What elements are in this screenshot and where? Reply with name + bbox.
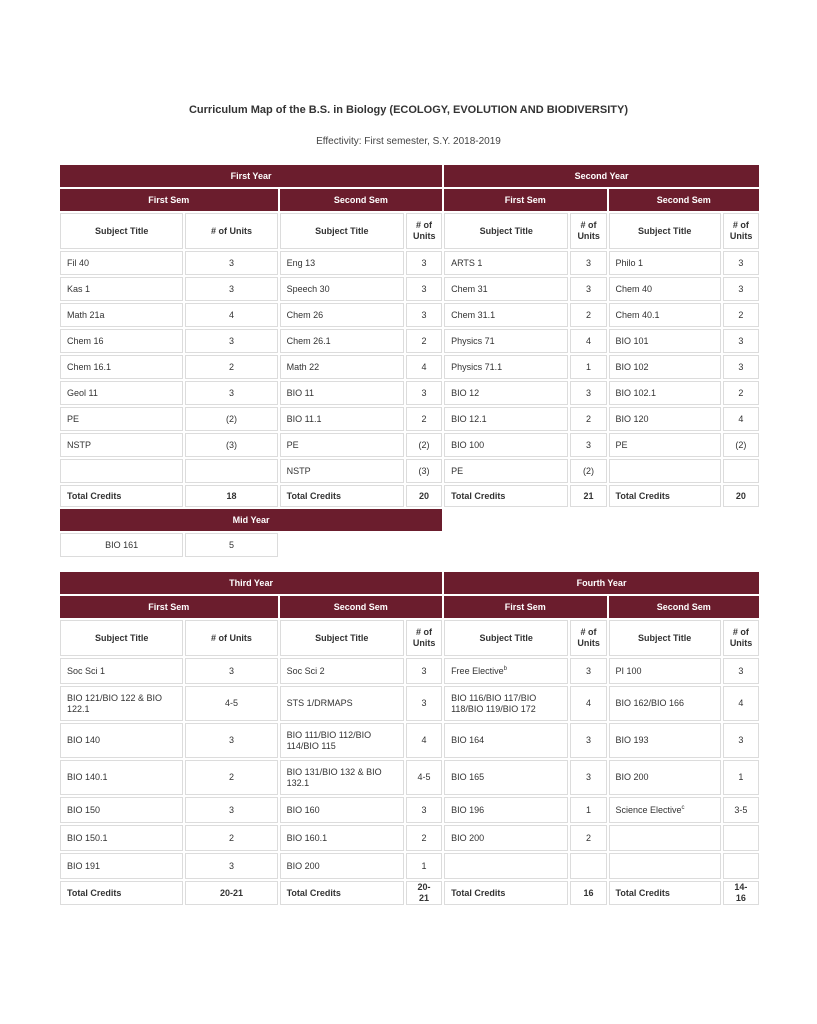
units-cell: 4: [406, 355, 442, 379]
subject-cell: BIO 150.1: [60, 825, 183, 851]
column-header-subject: Subject Title: [60, 213, 183, 249]
subject-cell: Fil 40: [60, 251, 183, 275]
subject-cell: BIO 162/BIO 166: [609, 686, 721, 721]
units-cell: 3: [723, 251, 759, 275]
table-row: [60, 165, 759, 187]
subject-cell: BIO 150: [60, 797, 183, 823]
units-cell: 3: [185, 381, 277, 405]
column-header-subject: Subject Title: [280, 213, 404, 249]
table-row: [60, 881, 759, 905]
table-row: [60, 251, 759, 275]
units-cell: 2: [185, 825, 277, 851]
subject-cell: NSTP: [60, 433, 183, 457]
units-cell: 3: [723, 355, 759, 379]
units-cell: 3: [723, 723, 759, 758]
units-cell: 4-5: [185, 686, 277, 721]
total-credits-value: 18: [185, 485, 277, 507]
table-row: [60, 825, 759, 851]
units-cell: 2: [723, 381, 759, 405]
units-cell: 3: [723, 277, 759, 301]
page-title: Curriculum Map of the B.S. in Biology (ECOLOGY, EVOLUTION AND BIODIVERSITY): [188, 104, 628, 116]
table-row: [60, 355, 759, 379]
subject-cell: ARTS 1: [444, 251, 568, 275]
units-cell: 4: [406, 723, 442, 758]
subject-cell: BIO 131/BIO 132 & BIO 132.1: [280, 760, 404, 795]
units-cell: 1: [723, 760, 759, 795]
units-cell: [723, 853, 759, 879]
subject-cell: Soc Sci 2: [280, 658, 404, 684]
subject-cell: BIO 100: [444, 433, 568, 457]
subject-cell: Speech 30: [280, 277, 404, 301]
table-row: [60, 760, 759, 795]
units-cell: 3: [185, 329, 277, 353]
column-header-subject: Subject Title: [444, 620, 568, 656]
total-credits-label: Total Credits: [280, 485, 404, 507]
subject-cell: [444, 853, 568, 879]
mid-year-header: Mid Year: [60, 509, 442, 531]
subject-cell: Chem 40.1: [609, 303, 721, 327]
total-credits-value: 20-21: [185, 881, 277, 905]
table-row: [60, 459, 759, 483]
semester-header: First Sem: [444, 189, 606, 211]
subject-cell: Kas 1: [60, 277, 183, 301]
table-row: [60, 533, 759, 557]
units-cell: 3: [570, 433, 606, 457]
column-header-units: # of Units: [406, 620, 442, 656]
total-credits-value: 20: [406, 485, 442, 507]
subject-cell: BIO 120: [609, 407, 721, 431]
year-header: Fourth Year: [444, 572, 759, 594]
units-cell: 3: [406, 277, 442, 301]
units-cell: 4: [185, 303, 277, 327]
subject-cell: BIO 165: [444, 760, 568, 795]
column-header-units: # of Units: [185, 213, 277, 249]
subject-cell: Math 21a: [60, 303, 183, 327]
subject-cell: Soc Sci 1: [60, 658, 183, 684]
total-credits-label: Total Credits: [609, 881, 721, 905]
subject-cell: BIO 102.1: [609, 381, 721, 405]
table-row: [60, 433, 759, 457]
year-header: Second Year: [444, 165, 759, 187]
units-cell: 3: [185, 251, 277, 275]
year-header: Third Year: [60, 572, 442, 594]
units-cell: 2: [406, 329, 442, 353]
units-cell: 3: [185, 277, 277, 301]
semester-header: Second Sem: [609, 596, 760, 618]
column-header-units: # of Units: [185, 620, 277, 656]
subject-cell: Geol 11: [60, 381, 183, 405]
units-cell: 2: [570, 407, 606, 431]
units-cell: 5: [185, 533, 277, 557]
table-row: [60, 381, 759, 405]
subject-cell: BIO 121/BIO 122 & BIO 122.1: [60, 686, 183, 721]
subject-cell: BIO 191: [60, 853, 183, 879]
table-row: [60, 658, 759, 684]
subject-cell: BIO 160.1: [280, 825, 404, 851]
table-row: [60, 853, 759, 879]
column-header-units: # of Units: [723, 620, 759, 656]
semester-header: First Sem: [444, 596, 606, 618]
units-cell: 3-5: [723, 797, 759, 823]
units-cell: 3: [406, 686, 442, 721]
subject-cell: BIO 11.1: [280, 407, 404, 431]
units-cell: 3: [723, 658, 759, 684]
total-credits-value: 20-21: [406, 881, 442, 905]
units-cell: 3: [406, 303, 442, 327]
curriculum-table-years-3-4: [58, 570, 761, 907]
units-cell: 4-5: [406, 760, 442, 795]
subject-cell: Physics 71.1: [444, 355, 568, 379]
subject-cell: BIO 196: [444, 797, 568, 823]
footnote-marker: b: [503, 665, 507, 672]
units-cell: 3: [570, 277, 606, 301]
units-cell: 3: [406, 658, 442, 684]
units-cell: (2): [723, 433, 759, 457]
units-cell: 2: [185, 760, 277, 795]
subject-cell: BIO 116/BIO 117/BIO 118/BIO 119/BIO 172: [444, 686, 568, 721]
subject-cell: BIO 11: [280, 381, 404, 405]
subject-cell: Chem 31: [444, 277, 568, 301]
units-cell: (3): [406, 459, 442, 483]
total-credits-label: Total Credits: [609, 485, 721, 507]
table-row: [60, 620, 759, 656]
subject-cell: Chem 26.1: [280, 329, 404, 353]
units-cell: 2: [406, 407, 442, 431]
subject-cell: BIO 200: [280, 853, 404, 879]
units-cell: 1: [406, 853, 442, 879]
subject-cell: BIO 193: [609, 723, 721, 758]
subject-cell: [609, 825, 721, 851]
semester-header: First Sem: [60, 189, 278, 211]
subject-cell: Eng 13: [280, 251, 404, 275]
units-cell: 3: [570, 723, 606, 758]
column-header-subject: Subject Title: [609, 620, 721, 656]
column-header-subject: Subject Title: [444, 213, 568, 249]
subject-cell: PE: [609, 433, 721, 457]
units-cell: 4: [570, 329, 606, 353]
subject-cell: Chem 26: [280, 303, 404, 327]
units-cell: (2): [570, 459, 606, 483]
table-row: [60, 596, 759, 618]
subject-cell: BIO 161: [60, 533, 183, 557]
total-credits-label: Total Credits: [280, 881, 404, 905]
subject-cell: PE: [444, 459, 568, 483]
total-credits-label: Total Credits: [60, 881, 183, 905]
units-cell: 1: [570, 355, 606, 379]
units-cell: (2): [185, 407, 277, 431]
total-credits-label: Total Credits: [444, 881, 568, 905]
table-row: [60, 303, 759, 327]
column-header-units: # of Units: [406, 213, 442, 249]
semester-header: Second Sem: [280, 596, 442, 618]
total-credits-label: Total Credits: [444, 485, 568, 507]
column-header-units: # of Units: [570, 213, 606, 249]
units-cell: (2): [406, 433, 442, 457]
table-row: [60, 329, 759, 353]
total-credits-value: 21: [570, 485, 606, 507]
semester-header: First Sem: [60, 596, 278, 618]
table-row: [60, 277, 759, 301]
subject-cell: BIO 200: [609, 760, 721, 795]
column-header-units: # of Units: [570, 620, 606, 656]
units-cell: 3: [185, 723, 277, 758]
table-row: [60, 189, 759, 211]
total-credits-value: 14-16: [723, 881, 759, 905]
subject-cell: BIO 102: [609, 355, 721, 379]
units-cell: 3: [185, 853, 277, 879]
units-cell: [723, 459, 759, 483]
subject-cell: NSTP: [280, 459, 404, 483]
subject-cell: Chem 31.1: [444, 303, 568, 327]
subject-cell: Chem 16.1: [60, 355, 183, 379]
subject-cell: STS 1/DRMAPS: [280, 686, 404, 721]
subject-cell: [609, 459, 721, 483]
units-cell: 4: [723, 686, 759, 721]
subject-cell: [60, 459, 183, 483]
subject-cell: [609, 853, 721, 879]
semester-header: Second Sem: [280, 189, 442, 211]
curriculum-table-years-1-2: [58, 163, 761, 559]
units-cell: 3: [570, 381, 606, 405]
subject-cell: BIO 101: [609, 329, 721, 353]
table-row: [60, 572, 759, 594]
subject-cell: PI 100: [609, 658, 721, 684]
units-cell: 2: [406, 825, 442, 851]
table-row: [60, 797, 759, 823]
table-row: [60, 723, 759, 758]
table-row: [60, 686, 759, 721]
table-row: [60, 485, 759, 507]
subject-cell: PE: [280, 433, 404, 457]
subject-cell: BIO 111/BIO 112/BIO 114/BIO 115: [280, 723, 404, 758]
subject-cell: Chem 16: [60, 329, 183, 353]
spacer: [444, 509, 759, 531]
subject-cell: Math 22: [280, 355, 404, 379]
units-cell: 2: [570, 825, 606, 851]
table-row: [60, 509, 759, 531]
units-cell: 3: [406, 381, 442, 405]
subject-cell: BIO 160: [280, 797, 404, 823]
semester-header: Second Sem: [609, 189, 759, 211]
total-credits-value: 20: [723, 485, 759, 507]
units-cell: 3: [185, 658, 277, 684]
units-cell: 3: [406, 797, 442, 823]
year-header: First Year: [60, 165, 442, 187]
units-cell: 2: [185, 355, 277, 379]
subject-cell: PE: [60, 407, 183, 431]
units-cell: 3: [185, 797, 277, 823]
subject-cell: BIO 164: [444, 723, 568, 758]
subject-cell: BIO 12.1: [444, 407, 568, 431]
units-cell: 2: [570, 303, 606, 327]
table-row: [60, 213, 759, 249]
subject-cell: BIO 200: [444, 825, 568, 851]
subject-cell: Science Elective$^c$: [609, 797, 721, 823]
footnote-marker: c: [681, 804, 685, 811]
column-header-units: # of Units: [723, 213, 759, 249]
effectivity-subtitle: Effectivity: First semester, S.Y. 2018-2019: [316, 136, 501, 147]
column-header-subject: Subject Title: [609, 213, 721, 249]
total-credits-value: 16: [570, 881, 606, 905]
units-cell: 4: [723, 407, 759, 431]
units-cell: 3: [723, 329, 759, 353]
units-cell: 1: [570, 797, 606, 823]
subject-cell: BIO 140.1: [60, 760, 183, 795]
units-cell: (3): [185, 433, 277, 457]
spacer: [280, 533, 759, 557]
subject-cell: Chem 40: [609, 277, 721, 301]
units-cell: [723, 825, 759, 851]
units-cell: 3: [570, 658, 606, 684]
subject-cell: BIO 140: [60, 723, 183, 758]
units-cell: 3: [406, 251, 442, 275]
subject-cell: Philo 1: [609, 251, 721, 275]
subject-cell: BIO 12: [444, 381, 568, 405]
units-cell: 3: [570, 251, 606, 275]
units-cell: 2: [723, 303, 759, 327]
subject-cell: Physics 71: [444, 329, 568, 353]
subject-cell: Free Elective$^b$: [444, 658, 568, 684]
column-header-subject: Subject Title: [280, 620, 404, 656]
table-row: [60, 407, 759, 431]
column-header-subject: Subject Title: [60, 620, 183, 656]
units-cell: [185, 459, 277, 483]
units-cell: [570, 853, 606, 879]
units-cell: 4: [570, 686, 606, 721]
units-cell: 3: [570, 760, 606, 795]
total-credits-label: Total Credits: [60, 485, 183, 507]
